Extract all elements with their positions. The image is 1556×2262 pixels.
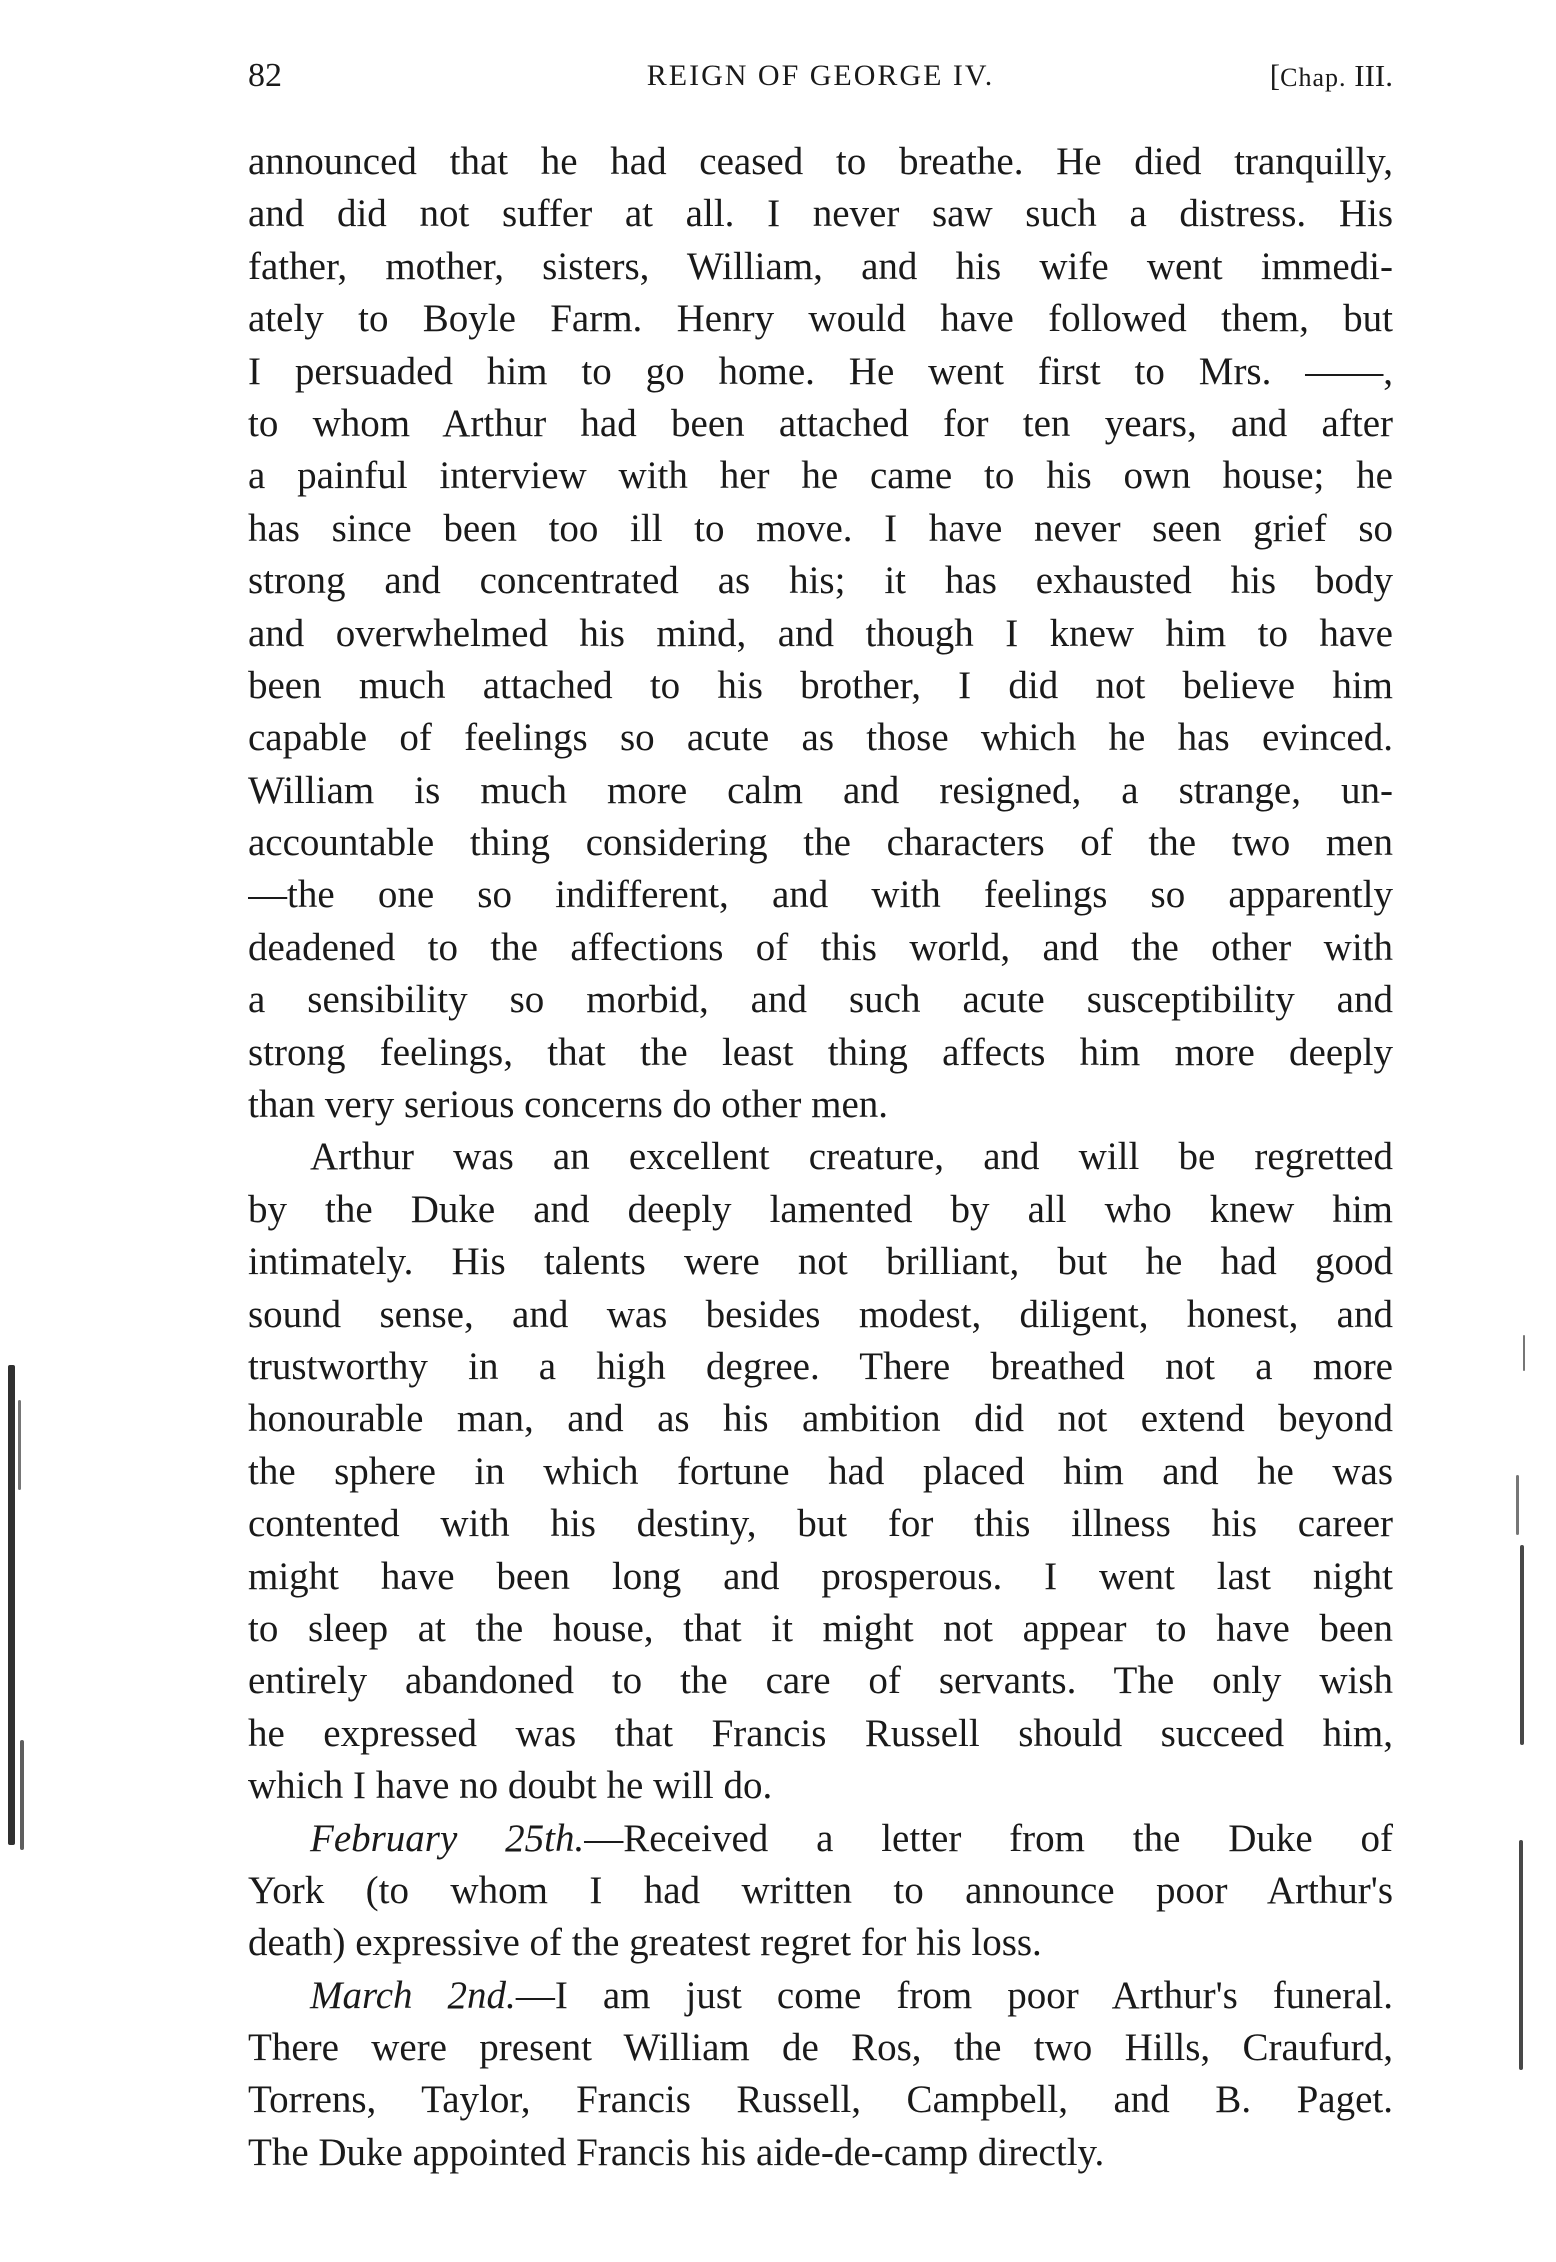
chapter-label: Chap. bbox=[1280, 63, 1347, 92]
text-line: the sphere in which fortune had placed him and he was bbox=[248, 1449, 1393, 1493]
text-line: a painful interview with her he came to his own house; he bbox=[248, 454, 1393, 498]
text-line: strong feelings, that the least thing affects him more deeply bbox=[248, 1030, 1393, 1074]
text-line: Arthur was an excellent creature, and will be regretted bbox=[310, 1135, 1393, 1179]
text-line: father, mother, sisters, William, and his wife went immedi- bbox=[248, 244, 1393, 288]
page-number: 82 bbox=[248, 57, 282, 94]
text-line: ately to Boyle Farm. Henry would have followed them, but bbox=[248, 297, 1393, 341]
text-line bbox=[248, 1970, 1393, 2022]
text-line: to whom Arthur had been attached for ten years, and after bbox=[248, 401, 1393, 445]
text-line: strong and concentrated as his; it has exhausted his body bbox=[248, 559, 1393, 603]
body-text bbox=[248, 136, 1393, 2179]
diary-entry-february-25 bbox=[248, 1813, 1393, 1970]
text-line: William is much more calm and resigned, a strange, un- bbox=[248, 768, 1393, 812]
left-margin-scan-mark bbox=[18, 1400, 21, 1490]
text-line: Torrens, Taylor, Francis Russell, Campbell, and B. Paget. bbox=[248, 2078, 1393, 2122]
left-margin-scan-mark bbox=[8, 1365, 15, 1845]
entry-date: February 25th. bbox=[310, 1816, 585, 1860]
text-line: than very serious concerns do other men. bbox=[248, 1083, 889, 1127]
text-line: York (to whom I had written to announce poor Arthur's bbox=[248, 1868, 1393, 1912]
text-line: entirely abandoned to the care of servants. The only wish bbox=[248, 1659, 1393, 1703]
diary-entry-march-2 bbox=[248, 1970, 1393, 2180]
text-line: capable of feelings so acute as those which he has evinced. bbox=[248, 716, 1393, 760]
text-line: announced that he had ceased to breathe. He died tranquilly, bbox=[248, 140, 1393, 183]
chapter-bracket: [ bbox=[1269, 58, 1281, 93]
chapter-reference bbox=[1270, 48, 1393, 106]
left-margin-scan-mark bbox=[20, 1740, 24, 1850]
text-line: I persuaded him to go home. He went first to Mrs. ——, bbox=[248, 349, 1393, 393]
text-line: trustworthy in a high degree. There breathed not a more bbox=[248, 1344, 1393, 1388]
text-line: and overwhelmed his mind, and though I knew him to have bbox=[248, 611, 1393, 655]
running-title: REIGN OF GEORGE IV. bbox=[646, 59, 995, 92]
paragraph-1 bbox=[248, 136, 1393, 1131]
entry-text: —Received a letter from the Duke of bbox=[584, 1816, 1393, 1860]
text-line: to sleep at the house, that it might not appear to have been bbox=[248, 1606, 1393, 1650]
paragraph-2 bbox=[248, 1131, 1393, 1812]
text-line: intimately. His talents were not brilliant, but he had good bbox=[248, 1240, 1393, 1284]
text-line: sound sense, and was besides modest, diligent, honest, and bbox=[248, 1292, 1393, 1336]
text-line: The Duke appointed Francis his aide-de-camp directly. bbox=[248, 2130, 1105, 2174]
entry-date: March 2nd. bbox=[310, 1973, 516, 2017]
chapter-number: III. bbox=[1346, 58, 1393, 93]
right-margin-scan-mark bbox=[1516, 1475, 1519, 1535]
right-margin-scan-mark bbox=[1519, 1840, 1523, 2070]
text-line: contented with his destiny, but for this illness his career bbox=[248, 1502, 1393, 1546]
text-line: —the one so indifferent, and with feelings so apparently bbox=[248, 873, 1393, 917]
text-line: deadened to the affections of this world, and the other with bbox=[248, 925, 1393, 969]
text-line: has since been too ill to move. I have never seen grief so bbox=[248, 506, 1393, 550]
text-line: which I have no doubt he will do. bbox=[248, 1764, 773, 1808]
text-line: been much attached to his brother, I did not believe him bbox=[248, 663, 1393, 707]
text-line: he expressed was that Francis Russell should succeed him, bbox=[248, 1711, 1393, 1755]
right-margin-scan-mark bbox=[1520, 1545, 1524, 1745]
right-margin-scan-mark bbox=[1523, 1335, 1525, 1371]
text-line: There were present William de Ros, the two Hills, Craufurd, bbox=[248, 2026, 1393, 2070]
text-line: accountable thing considering the characters of the two men bbox=[248, 821, 1393, 865]
text-line: honourable man, and as his ambition did not extend beyond bbox=[248, 1397, 1393, 1441]
text-line: by the Duke and deeply lamented by all who knew him bbox=[248, 1187, 1393, 1231]
text-line: might have been long and prosperous. I went last night bbox=[248, 1554, 1393, 1598]
text-line: and did not suffer at all. I never saw such a distress. His bbox=[248, 192, 1393, 236]
running-head bbox=[248, 48, 1393, 104]
text-line bbox=[248, 1813, 1393, 1865]
entry-text: —I am just come from poor Arthur's funeral. bbox=[515, 1973, 1393, 2017]
text-line: a sensibility so morbid, and such acute susceptibility and bbox=[248, 978, 1393, 1022]
text-line: death) expressive of the greatest regret for his loss. bbox=[248, 1921, 1042, 1965]
